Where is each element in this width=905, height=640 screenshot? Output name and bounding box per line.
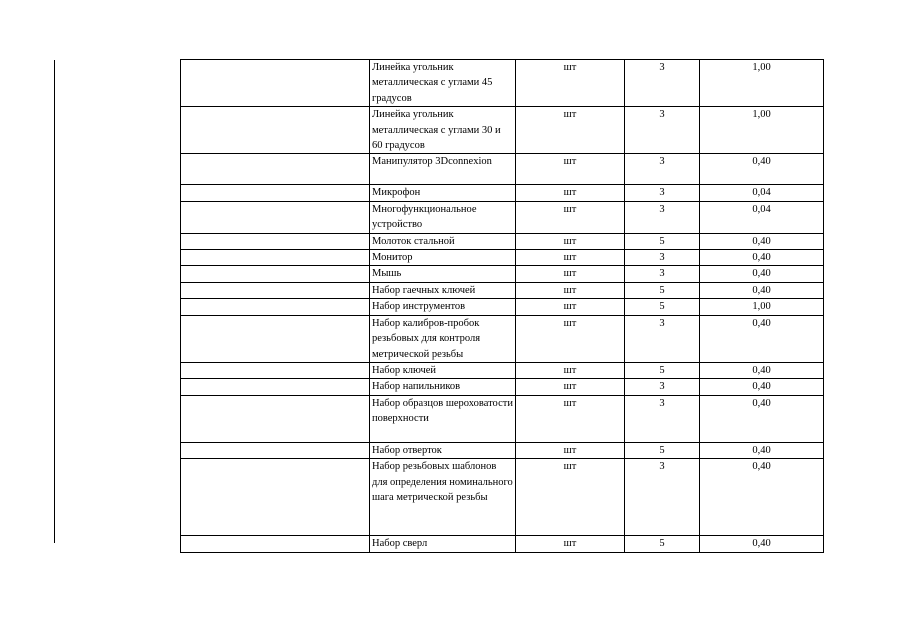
table-row bbox=[181, 459, 824, 536]
item-name-cell: Набор образцов шероховатости поверхности bbox=[370, 395, 516, 442]
empty-cell bbox=[181, 315, 370, 362]
unit-cell: шт bbox=[516, 442, 625, 458]
quantity-cell: 5 bbox=[625, 233, 700, 249]
value-cell: 0,40 bbox=[700, 379, 824, 395]
quantity-cell: 3 bbox=[625, 379, 700, 395]
unit-cell: шт bbox=[516, 315, 625, 362]
quantity-cell: 3 bbox=[625, 154, 700, 185]
unit-cell: шт bbox=[516, 250, 625, 266]
empty-cell bbox=[181, 379, 370, 395]
empty-cell bbox=[181, 395, 370, 442]
value-cell: 0,40 bbox=[700, 362, 824, 378]
unit-cell: шт bbox=[516, 185, 625, 201]
empty-cell bbox=[181, 266, 370, 282]
empty-cell bbox=[181, 233, 370, 249]
table-row bbox=[181, 266, 824, 282]
table-row bbox=[181, 299, 824, 315]
empty-cell bbox=[181, 250, 370, 266]
quantity-cell: 3 bbox=[625, 201, 700, 233]
value-cell: 0,04 bbox=[700, 201, 824, 233]
empty-cell bbox=[181, 154, 370, 185]
quantity-cell: 3 bbox=[625, 60, 700, 107]
value-cell: 0,40 bbox=[700, 442, 824, 458]
table-row bbox=[181, 395, 824, 442]
empty-cell bbox=[181, 60, 370, 107]
quantity-cell: 5 bbox=[625, 282, 700, 298]
value-cell: 1,00 bbox=[700, 299, 824, 315]
equipment-table-body bbox=[181, 60, 824, 553]
value-cell: 0,04 bbox=[700, 185, 824, 201]
unit-cell: шт bbox=[516, 107, 625, 154]
empty-cell bbox=[181, 185, 370, 201]
item-name-cell: Набор резьбовых шаблонов для определения номинального шага метрической резьбы bbox=[370, 459, 516, 536]
item-name-cell: Молоток стальной bbox=[370, 233, 516, 249]
item-name-cell: Многофункциональное устройство bbox=[370, 201, 516, 233]
empty-cell bbox=[181, 459, 370, 536]
quantity-cell: 5 bbox=[625, 536, 700, 552]
quantity-cell: 3 bbox=[625, 315, 700, 362]
unit-cell: шт bbox=[516, 299, 625, 315]
value-cell: 0,40 bbox=[700, 250, 824, 266]
table-row bbox=[181, 233, 824, 249]
unit-cell: шт bbox=[516, 536, 625, 552]
unit-cell: шт bbox=[516, 233, 625, 249]
quantity-cell: 3 bbox=[625, 459, 700, 536]
value-cell: 0,40 bbox=[700, 233, 824, 249]
quantity-cell: 3 bbox=[625, 266, 700, 282]
empty-cell bbox=[181, 362, 370, 378]
table-row bbox=[181, 154, 824, 185]
item-name-cell: Набор ключей bbox=[370, 362, 516, 378]
item-name-cell: Набор сверл bbox=[370, 536, 516, 552]
unit-cell: шт bbox=[516, 154, 625, 185]
quantity-cell: 3 bbox=[625, 185, 700, 201]
item-name-cell: Набор напильников bbox=[370, 379, 516, 395]
table-row bbox=[181, 250, 824, 266]
unit-cell: шт bbox=[516, 266, 625, 282]
table-row bbox=[181, 201, 824, 233]
empty-cell bbox=[181, 107, 370, 154]
empty-cell bbox=[181, 201, 370, 233]
table-row bbox=[181, 185, 824, 201]
unit-cell: шт bbox=[516, 60, 625, 107]
equipment-table bbox=[180, 59, 824, 553]
unit-cell: шт bbox=[516, 395, 625, 442]
value-cell: 0,40 bbox=[700, 315, 824, 362]
unit-cell: шт bbox=[516, 201, 625, 233]
item-name-cell: Монитор bbox=[370, 250, 516, 266]
quantity-cell: 3 bbox=[625, 395, 700, 442]
value-cell: 0,40 bbox=[700, 536, 824, 552]
item-name-cell: Мышь bbox=[370, 266, 516, 282]
item-name-cell: Набор гаечных ключей bbox=[370, 282, 516, 298]
value-cell: 1,00 bbox=[700, 107, 824, 154]
quantity-cell: 3 bbox=[625, 107, 700, 154]
value-cell: 1,00 bbox=[700, 60, 824, 107]
table-row bbox=[181, 315, 824, 362]
table-row bbox=[181, 442, 824, 458]
item-name-cell: Набор отверток bbox=[370, 442, 516, 458]
value-cell: 0,40 bbox=[700, 459, 824, 536]
value-cell: 0,40 bbox=[700, 266, 824, 282]
table-row bbox=[181, 282, 824, 298]
value-cell: 0,40 bbox=[700, 282, 824, 298]
table-row bbox=[181, 107, 824, 154]
table-row bbox=[181, 536, 824, 552]
item-name-cell: Набор калибров-пробок резьбовых для контроля метрической резьбы bbox=[370, 315, 516, 362]
table-row bbox=[181, 362, 824, 378]
unit-cell: шт bbox=[516, 282, 625, 298]
table-row bbox=[181, 379, 824, 395]
quantity-cell: 5 bbox=[625, 299, 700, 315]
unit-cell: шт bbox=[516, 362, 625, 378]
value-cell: 0,40 bbox=[700, 395, 824, 442]
empty-cell bbox=[181, 536, 370, 552]
empty-cell bbox=[181, 442, 370, 458]
item-name-cell: Линейка угольник металлическая с углами 30 и 60 градусов bbox=[370, 107, 516, 154]
empty-cell bbox=[181, 282, 370, 298]
unit-cell: шт bbox=[516, 379, 625, 395]
item-name-cell: Манипулятор 3Dconnexion bbox=[370, 154, 516, 185]
page-margin-line bbox=[54, 60, 55, 543]
empty-cell bbox=[181, 299, 370, 315]
item-name-cell: Линейка угольник металлическая с углами 45 градусов bbox=[370, 60, 516, 107]
table-row bbox=[181, 60, 824, 107]
quantity-cell: 5 bbox=[625, 362, 700, 378]
quantity-cell: 5 bbox=[625, 442, 700, 458]
item-name-cell: Набор инструментов bbox=[370, 299, 516, 315]
value-cell: 0,40 bbox=[700, 154, 824, 185]
unit-cell: шт bbox=[516, 459, 625, 536]
item-name-cell: Микрофон bbox=[370, 185, 516, 201]
quantity-cell: 3 bbox=[625, 250, 700, 266]
